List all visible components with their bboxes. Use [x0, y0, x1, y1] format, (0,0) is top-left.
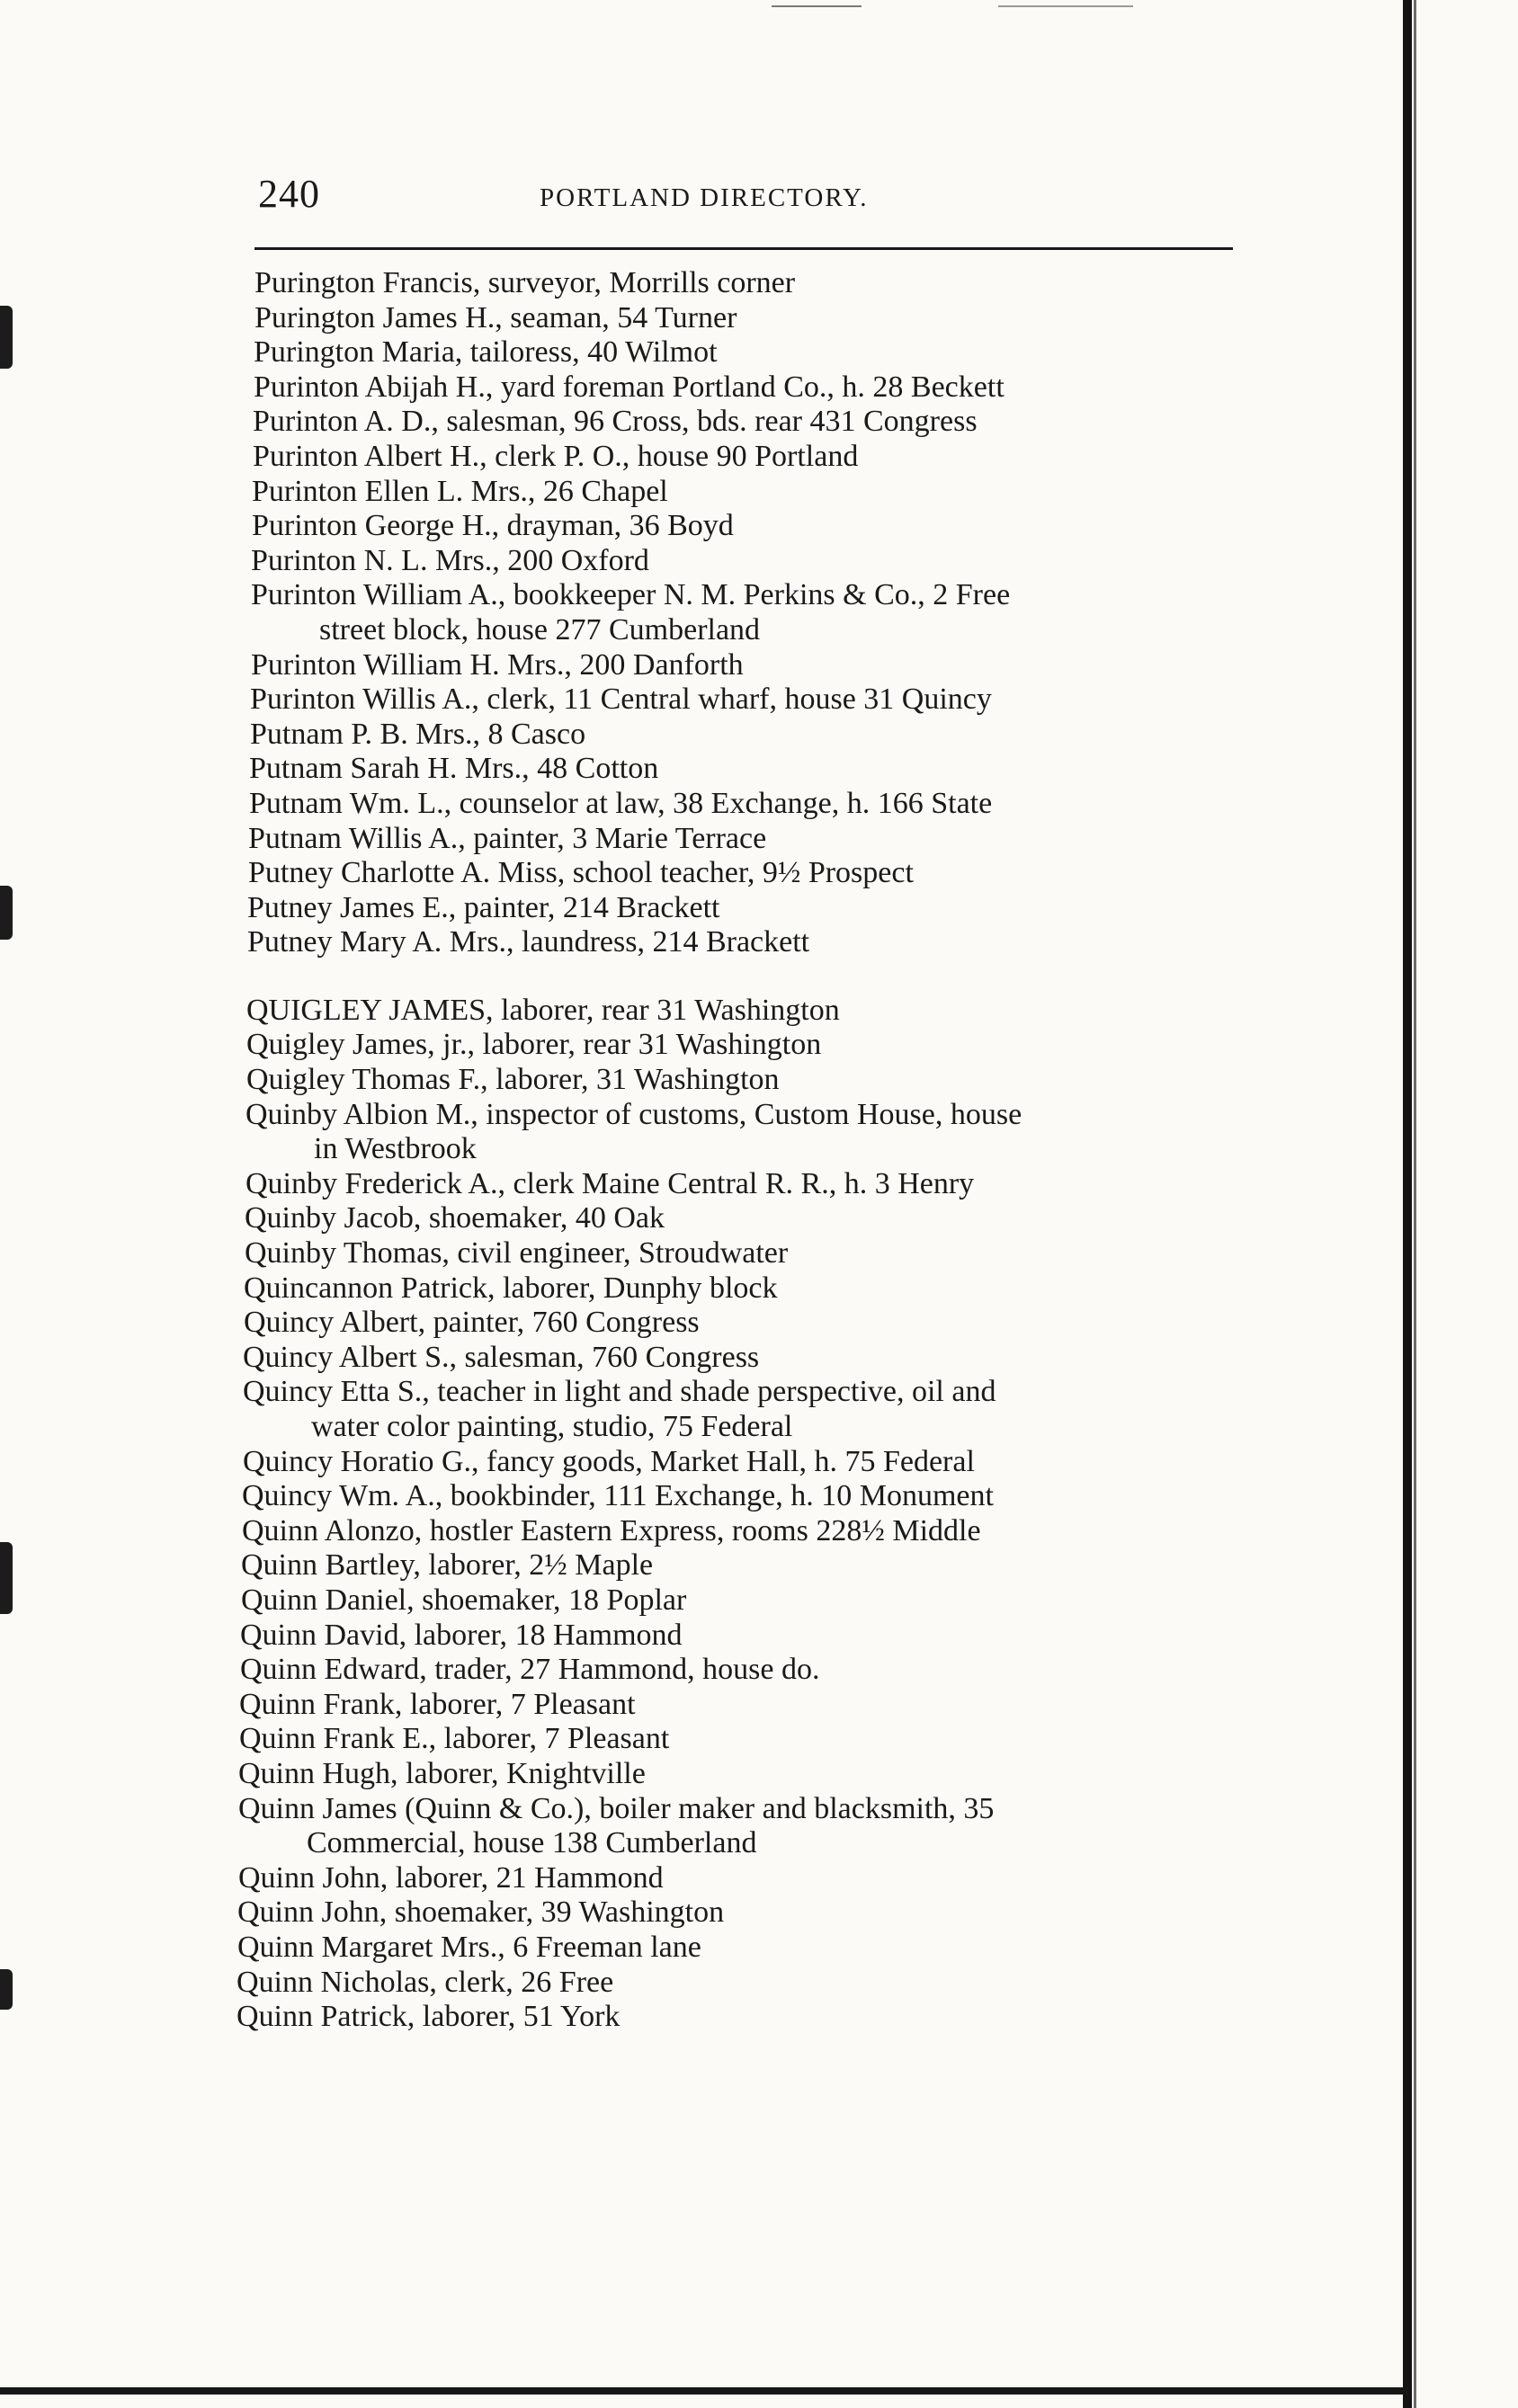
directory-entry [254, 370, 1237, 406]
running-head: PORTLAND DIRECTORY. [540, 183, 869, 212]
entry-text: Quigley James, jr., laborer, rear 31 Washington [246, 1028, 822, 1062]
directory-entry [241, 1548, 1237, 1583]
directory-entry [238, 1861, 1237, 1896]
entries-q-section [229, 994, 1237, 2035]
binding-mark [0, 1969, 13, 2010]
entry-continuation: water color painting, studio, 75 Federal [311, 1410, 793, 1443]
entry-text: Purinton Willis A., clerk, 11 Central wharf, house 31 Quincy [250, 682, 992, 717]
directory-entry [246, 1028, 1237, 1063]
entry-continuation: Commercial, house 138 Cumberland [307, 1826, 757, 1860]
entry-text: Quinn Margaret Mrs., 6 Freeman lane [237, 1930, 701, 1964]
directory-entry [252, 509, 1237, 544]
section-gap [229, 960, 1237, 994]
directory-entry [242, 1479, 1237, 1514]
entry-text: Quinby Jacob, shoemaker, 40 Oak [245, 1201, 665, 1235]
directory-entry [253, 405, 1237, 440]
entry-text: Purinton Ellen L. Mrs., 26 Chapel [252, 474, 668, 508]
page-edge-right [1403, 0, 1412, 2408]
entry-text: Quincy Albert S., salesman, 760 Congress [243, 1340, 760, 1374]
entry-text: Quinn John, laborer, 21 Hammond [238, 1860, 664, 1895]
directory-entry [245, 1236, 1237, 1271]
directory-entry [249, 752, 1237, 787]
binding-mark [0, 1542, 13, 1614]
entry-text: Quincy Horatio G., fancy goods, Market Hall, h. 75 Federal [243, 1444, 975, 1478]
directory-entry [239, 1722, 1237, 1757]
directory-entry [248, 822, 1237, 857]
directory-entry [237, 1966, 1237, 2001]
entry-text: Quinn Frank, laborer, 7 Pleasant [239, 1687, 636, 1721]
entry-text: Quinby Thomas, civil engineer, Stroudwater [245, 1236, 789, 1271]
entry-text: Putney James E., painter, 214 Brackett [247, 890, 720, 924]
top-edge-rule [772, 5, 862, 7]
directory-entry [250, 718, 1237, 753]
entry-text: Purington James H., seaman, 54 Turner [254, 300, 737, 334]
directory-entry [243, 1375, 1237, 1444]
directory-entry [242, 1514, 1237, 1549]
entry-text: Quinn Patrick, laborer, 51 York [237, 2000, 621, 2034]
page-edge-right [1414, 0, 1416, 2408]
entries-p-section [229, 266, 1237, 960]
directory-entry [240, 1653, 1237, 1688]
directory-entry [244, 1306, 1237, 1341]
entry-continuation: street block, house 277 Cumberland [319, 612, 761, 647]
directory-entry [246, 1098, 1237, 1167]
directory-entry [251, 544, 1237, 579]
entry-text: Purington Maria, tailoress, 40 Wilmot [254, 335, 718, 370]
directory-entry [254, 266, 1237, 301]
entry-text: Quincy Etta S., teacher in light and shade perspective, oil and [243, 1375, 996, 1409]
entry-text: Putney Mary A. Mrs., laundress, 214 Brackett [247, 925, 810, 959]
entry-text: Purinton N. L. Mrs., 200 Oxford [251, 543, 649, 577]
entry-text: Quinn Frank E., laborer, 7 Pleasant [239, 1722, 670, 1756]
entry-text: Putnam P. B. Mrs., 8 Casco [250, 717, 586, 751]
entry-text: Putnam Sarah H. Mrs., 48 Cotton [249, 752, 659, 786]
entry-text: Quinby Frederick A., clerk Maine Central R. R., h. 3 Henry [246, 1166, 975, 1200]
entry-continuation: in Westbrook [314, 1132, 477, 1166]
directory-entry [243, 1445, 1237, 1480]
directory-entry [238, 1792, 1237, 1861]
entry-text: Quinn Alonzo, hostler Eastern Express, rooms 228½ Middle [242, 1513, 981, 1547]
entry-text: Quinn Nicholas, clerk, 26 Free [237, 1965, 614, 1999]
directory-entry [241, 1583, 1237, 1619]
binding-mark [0, 886, 13, 940]
directory-entry [246, 1167, 1237, 1202]
directory-entry [249, 787, 1237, 822]
entry-text: Quinn James (Quinn & Co.), boiler maker and blacksmith, 35 [238, 1791, 995, 1825]
directory-entry [247, 925, 1237, 960]
directory-entry [243, 1341, 1237, 1376]
directory-entry [248, 856, 1237, 891]
entry-text: Purinton William H. Mrs., 200 Danforth [251, 647, 744, 682]
directory-entry [251, 578, 1237, 647]
directory-entry [246, 994, 1237, 1029]
directory-entry [253, 440, 1237, 475]
directory-entry [237, 1895, 1237, 1931]
entry-text: Putnam Willis A., painter, 3 Marie Terrace [248, 821, 767, 855]
directory-column [229, 266, 1237, 2035]
directory-entry [240, 1619, 1237, 1654]
directory-entry [247, 891, 1237, 926]
directory-entry [245, 1201, 1237, 1236]
entry-text: Quinn Daniel, shoemaker, 18 Poplar [241, 1583, 687, 1617]
directory-entry [254, 335, 1237, 370]
page-edge-bottom [0, 2387, 1408, 2395]
directory-entry [238, 1757, 1237, 1792]
entry-text: Quincy Wm. A., bookbinder, 111 Exchange, h. 10 Monument [242, 1479, 994, 1513]
entry-text: Purington Francis, surveyor, Morrills corner [254, 266, 796, 299]
entry-text: Quincy Albert, painter, 760 Congress [244, 1306, 700, 1340]
entry-text: QUIGLEY JAMES, laborer, rear 31 Washington [246, 993, 840, 1027]
entry-text: Purinton Albert H., clerk P. O., house 90 Portland [253, 439, 859, 473]
entry-text: Quincannon Patrick, laborer, Dunphy block [244, 1271, 778, 1305]
directory-entry [251, 648, 1237, 683]
entry-text: Purinton William A., bookkeeper N. M. Perkins & Co., 2 Free [251, 578, 1011, 612]
directory-entry [254, 301, 1237, 336]
entry-text: Quinn Bartley, laborer, 2½ Maple [241, 1548, 654, 1583]
binding-mark [0, 306, 13, 369]
entry-text: Quinn John, shoemaker, 39 Washington [237, 1895, 725, 1930]
entry-text: Quinby Albion M., inspector of customs, Custom House, house [246, 1097, 1022, 1131]
entry-text: Putnam Wm. L., counselor at law, 38 Exchange, h. 166 State [249, 786, 993, 820]
directory-entry [237, 1931, 1237, 1966]
entry-text: Purinton Abijah H., yard foreman Portland Co., h. 28 Beckett [254, 370, 1005, 404]
header-rule [254, 247, 1233, 250]
directory-entry [246, 1063, 1237, 1098]
page-number: 240 [258, 172, 320, 216]
entry-text: Quinn David, laborer, 18 Hammond [240, 1618, 683, 1652]
entry-text: Quigley Thomas F., laborer, 31 Washington [246, 1063, 780, 1097]
top-edge-rule [998, 5, 1133, 7]
directory-entry [252, 475, 1237, 510]
entry-text: Quinn Hugh, laborer, Knightville [238, 1756, 646, 1790]
directory-entry [239, 1688, 1237, 1723]
entry-text: Purinton George H., drayman, 36 Boyd [252, 509, 734, 543]
directory-entry [244, 1271, 1237, 1307]
directory-entry [250, 682, 1237, 718]
entry-text: Quinn Edward, trader, 27 Hammond, house do. [240, 1653, 820, 1687]
directory-entry [237, 2000, 1237, 2035]
entry-text: Putney Charlotte A. Miss, school teacher, 9½ Prospect [248, 856, 914, 890]
entry-text: Purinton A. D., salesman, 96 Cross, bds. rear 431 Congress [253, 405, 978, 439]
